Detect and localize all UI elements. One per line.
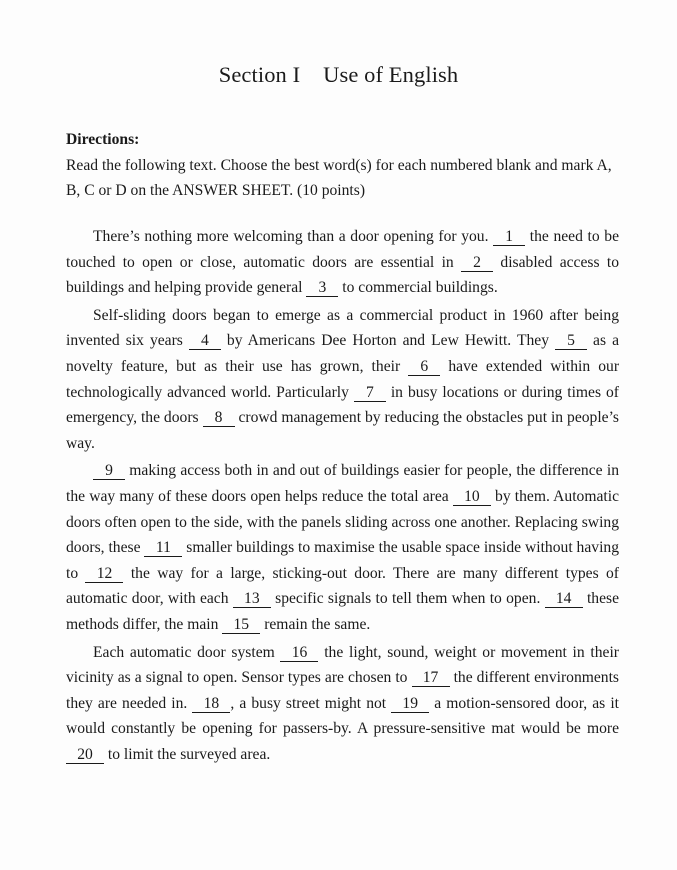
section-title: Section I Use of English [218,62,459,87]
passage-text: Self-sliding doors began to emerge as a commercial product in 1960 after being invented six years [66,306,619,350]
passage-text: smaller buildings to maximise the usable space inside without having to [66,539,619,582]
passage-paragraph [66,303,619,457]
blank-20: 20 [66,746,104,764]
passage-text: as a novelty feature, but as their use has grown, their [66,332,619,375]
passage-text: the different environments they are needed in. [66,669,619,712]
blank-17: 17 [412,669,450,687]
blank-8: 8 [203,409,235,427]
passage-text: to commercial buildings. [338,279,498,297]
blank-15: 15 [222,616,260,634]
blank-1: 1 [493,228,525,246]
blank-19: 19 [391,695,429,713]
blank-18: 18 [192,695,230,713]
blank-16: 16 [280,644,318,662]
passage-text: the light, sound, weight or movement in their vicinity as a signal to open. Sensor types are chosen to [66,643,619,687]
blank-7: 7 [354,384,386,402]
passage-text: remain the same. [260,615,371,633]
passage-text: to limit the surveyed area. [104,745,271,763]
passage-text: , a busy street might not [230,694,392,712]
passage-text: disabled access to buildings and helping provide general [66,253,619,297]
passage-text: by them. Automatic doors often open to the side, with the panels sliding across one another. Replacing swing doors, these [66,487,619,557]
blank-10: 10 [453,488,491,506]
directions-heading: Directions: [66,131,140,148]
passage-text: have extended within our technologically advanced world. Particularly [66,357,620,401]
passage-text: making access both in and out of buildings easier for people, the difference in the way many of these doors open helps reduce the total area [66,462,619,505]
blank-13: 13 [233,590,271,608]
passage-text: There’s nothing more welcoming than a door opening for you. [93,228,494,245]
passage-text: the need to be touched to open or close, automatic doors are essential in [66,228,619,271]
blank-9: 9 [93,462,125,480]
passage-paragraph [66,640,619,768]
passage-text: Each automatic door system [93,643,281,661]
blank-6: 6 [408,358,440,376]
passage-text: these methods differ, the main [66,590,619,633]
blank-4: 4 [189,332,221,350]
passage-paragraph [66,458,619,637]
cloze-passage [66,224,619,767]
passage-text: the way for a large, sticking-out door. There are many different types of automatic door, with each [66,564,620,608]
blank-11: 11 [144,539,182,557]
blank-2: 2 [461,254,493,272]
blank-14: 14 [545,590,583,608]
blank-5: 5 [555,332,587,350]
passage-text: specific signals to tell them when to open. [270,590,545,608]
passage-text: crowd management by reducing the obstacles put in people’s way. [66,409,619,452]
blank-12: 12 [85,565,123,583]
directions-block [66,127,619,204]
passage-text: in busy locations or during times of emergency, the doors [66,383,620,427]
passage-text: by Americans Dee Horton and Lew Hewitt. They [220,332,556,350]
blank-3: 3 [306,279,338,297]
passage-paragraph [66,224,619,301]
directions-text: Read the following text. Choose the best word(s) for each numbered blank and mark A, B, C or D on the ANSWER SHEET. (10 points) [66,156,612,199]
passage-text: a motion-sensored door, as it would constantly be opening for passers-by. A pressure-sensitive mat would be more [66,694,619,738]
